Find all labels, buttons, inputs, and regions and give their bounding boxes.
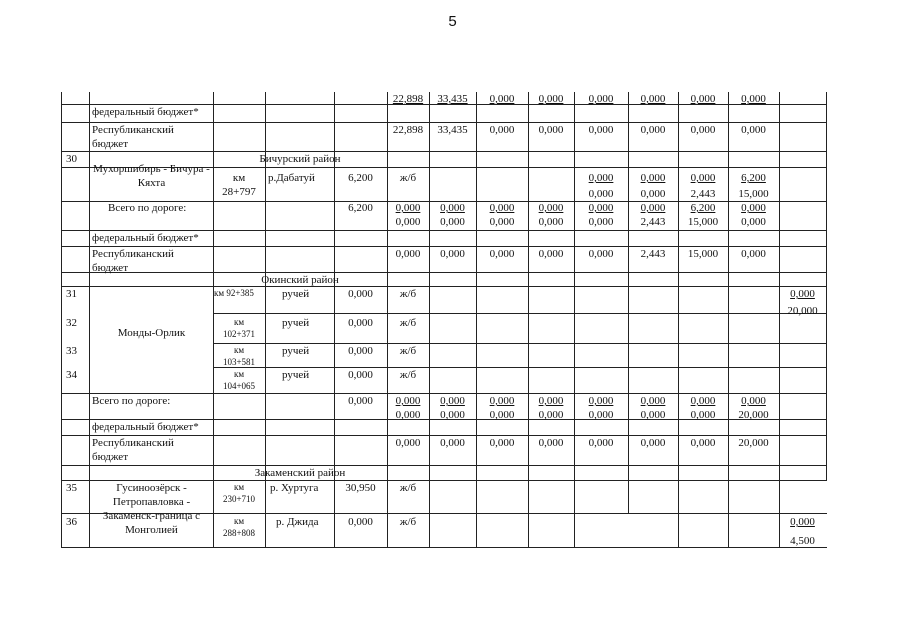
km-cell: км	[232, 172, 246, 184]
value-cell: 2,443	[640, 248, 666, 260]
grid-hline	[61, 151, 827, 152]
row-number: 34	[66, 369, 77, 381]
object-cell: ручей	[282, 288, 310, 300]
total-label: Всего по дороге:	[92, 395, 171, 407]
value-cell: 0,000	[395, 409, 421, 421]
road-name: Петропавловка -	[112, 496, 191, 508]
value-cell: 20,000	[738, 437, 769, 449]
km-cell: 104+065	[222, 381, 256, 391]
value-cell: 15,000	[687, 248, 719, 260]
rep-budget-label: Республиканский	[92, 248, 174, 260]
km-cell: км 92+385	[214, 288, 254, 298]
road-name: Закаменск-граница с	[102, 510, 201, 522]
value-cell: 0,000	[588, 248, 614, 260]
grid-vline	[574, 92, 575, 547]
fed-budget-label: федеральный бюджет*	[92, 421, 199, 433]
value-cell: 22,898	[392, 93, 424, 105]
value-cell: 0,000	[588, 216, 614, 228]
grid-hline	[61, 246, 827, 247]
grid-vline	[61, 92, 62, 547]
row-number: 31	[66, 288, 77, 300]
grid-vline	[826, 92, 827, 480]
value-cell: 2,443	[690, 188, 716, 200]
value-cell: 15,000	[687, 216, 719, 228]
grid-hline	[61, 393, 827, 394]
value-cell: 33,435	[437, 93, 468, 105]
km-cell: 103+581	[222, 357, 256, 367]
value-cell: 0,000	[440, 437, 465, 449]
value-cell: 0,000	[640, 188, 666, 200]
value-cell: 0,000	[440, 202, 465, 214]
value-cell: 0,000	[538, 202, 564, 214]
length-cell: 0,000	[348, 516, 373, 528]
km-cell: км	[233, 516, 245, 526]
grid-vline	[779, 92, 780, 547]
value-cell: 0,000	[489, 248, 515, 260]
value-cell: 6,200	[690, 202, 716, 214]
grid-hline	[61, 272, 827, 273]
road-name: Монды-Орлик	[117, 327, 186, 339]
value-cell: 15,000	[738, 188, 769, 200]
value-cell: 0,000	[395, 248, 421, 260]
grid-hline	[213, 343, 827, 344]
value-cell: 0,000	[640, 93, 666, 105]
km-cell: км	[233, 317, 245, 327]
type-cell: ж/б	[399, 345, 417, 357]
row-number: 32	[66, 317, 77, 329]
fed-budget-label: федеральный бюджет*	[92, 106, 199, 118]
value-cell: 0,000	[538, 395, 564, 407]
value-cell: 0,000	[690, 409, 716, 421]
length-cell: 0,000	[348, 288, 373, 300]
value-cell: 20,000	[787, 305, 818, 317]
rep-budget-label: бюджет	[92, 138, 128, 150]
value-cell: 0,000	[640, 124, 666, 136]
value-cell: 0,000	[538, 124, 564, 136]
value-cell: 0,000	[395, 202, 421, 214]
value-cell: 0,000	[440, 409, 465, 421]
row-number: 33	[66, 345, 77, 357]
value-cell: 0,000	[538, 409, 564, 421]
object-cell: р.Дабатуй	[268, 172, 315, 184]
row-number: 36	[66, 516, 77, 528]
type-cell: ж/б	[399, 369, 417, 381]
value-cell: 0,000	[690, 172, 716, 184]
value-cell: 33,435	[437, 124, 468, 136]
grid-vline	[476, 92, 477, 547]
value-cell: 2,443	[640, 216, 666, 228]
type-cell: ж/б	[399, 482, 417, 494]
length-cell: 0,000	[348, 395, 373, 407]
value-cell: 0,000	[690, 437, 716, 449]
grid-hline	[61, 547, 827, 548]
page-number: 5	[448, 13, 457, 30]
total-label: Всего по дороге:	[108, 202, 187, 214]
km-cell: км	[233, 345, 245, 355]
km-cell: 288+808	[222, 528, 256, 538]
value-cell: 0,000	[741, 395, 766, 407]
grid-vline	[89, 92, 90, 547]
value-cell: 0,000	[489, 124, 515, 136]
value-cell: 0,000	[538, 216, 564, 228]
type-cell: ж/б	[399, 288, 417, 300]
value-cell: 0,000	[538, 437, 564, 449]
value-cell: 0,000	[790, 516, 815, 528]
value-cell: 0,000	[588, 437, 614, 449]
fed-budget-label: федеральный бюджет*	[92, 232, 199, 244]
value-cell: 0,000	[538, 93, 564, 105]
type-cell: ж/б	[399, 516, 417, 528]
km-cell: 102+371	[222, 329, 256, 339]
length-cell: 0,000	[348, 317, 373, 329]
value-cell: 6,200	[741, 172, 766, 184]
type-cell: ж/б	[399, 172, 417, 184]
value-cell: 0,000	[790, 288, 815, 300]
value-cell: 0,000	[395, 395, 421, 407]
road-name: Мухоршибирь - Бичура -	[93, 163, 210, 175]
value-cell: 0,000	[741, 124, 766, 136]
value-cell: 0,000	[440, 248, 465, 260]
value-cell: 0,000	[440, 395, 465, 407]
value-cell: 0,000	[489, 409, 515, 421]
value-cell: 0,000	[640, 437, 666, 449]
object-cell: р. Хуртуга	[270, 482, 319, 494]
value-cell: 0,000	[588, 188, 614, 200]
km-cell: 230+710	[222, 494, 256, 504]
value-cell: 0,000	[741, 202, 766, 214]
value-cell: 0,000	[640, 202, 666, 214]
grid-vline	[678, 92, 679, 547]
district-header: Бичурский район	[259, 153, 341, 165]
value-cell: 0,000	[741, 216, 766, 228]
value-cell: 0,000	[690, 93, 716, 105]
length-cell: 0,000	[348, 369, 373, 381]
value-cell: 0,000	[588, 409, 614, 421]
grid-hline	[61, 286, 827, 287]
rep-budget-label: бюджет	[92, 451, 128, 463]
value-cell: 0,000	[588, 93, 614, 105]
row-number: 35	[66, 482, 77, 494]
km-cell: км	[233, 482, 245, 492]
value-cell: 0,000	[489, 93, 515, 105]
row-number: 30	[66, 153, 77, 165]
grid-vline	[429, 92, 430, 547]
district-header: Закаменский район	[254, 467, 346, 479]
grid-hline	[61, 435, 827, 436]
value-cell: 0,000	[588, 172, 614, 184]
rep-budget-label: Республиканский	[92, 124, 174, 136]
value-cell: 20,000	[738, 409, 769, 421]
grid-hline	[61, 465, 827, 466]
length-cell: 0,000	[348, 345, 373, 357]
grid-hline	[213, 313, 827, 314]
km-cell: км	[233, 369, 245, 379]
value-cell: 0,000	[395, 216, 421, 228]
value-cell: 0,000	[588, 124, 614, 136]
value-cell: 0,000	[538, 248, 564, 260]
value-cell: 0,000	[489, 202, 515, 214]
grid-hline	[61, 480, 827, 481]
object-cell: ручей	[282, 317, 310, 329]
object-cell: ручей	[282, 345, 310, 357]
length-cell: 30,950	[345, 482, 376, 494]
value-cell: 0,000	[640, 172, 666, 184]
value-cell: 0,000	[741, 93, 766, 105]
object-cell: ручей	[282, 369, 310, 381]
value-cell: 0,000	[489, 216, 515, 228]
rep-budget-label: бюджет	[92, 262, 128, 274]
km-cell: 28+797	[222, 186, 256, 198]
value-cell: 0,000	[489, 437, 515, 449]
district-header: Окинский район	[261, 274, 339, 286]
value-cell: 0,000	[395, 437, 421, 449]
value-cell: 0,000	[690, 124, 716, 136]
road-name: Кяхта	[137, 177, 166, 189]
value-cell: 0,000	[588, 202, 614, 214]
value-cell: 0,000	[489, 395, 515, 407]
grid-hline	[213, 367, 827, 368]
value-cell: 0,000	[741, 248, 766, 260]
grid-hline	[61, 122, 827, 123]
value-cell: 0,000	[640, 395, 666, 407]
grid-hline	[61, 230, 827, 231]
value-cell: 0,000	[440, 216, 465, 228]
length-cell: 6,200	[348, 202, 373, 214]
length-cell: 6,200	[348, 172, 373, 184]
value-cell: 22,898	[392, 124, 424, 136]
grid-vline	[528, 92, 529, 547]
object-cell: р. Джида	[276, 516, 319, 528]
rep-budget-label: Республиканский	[92, 437, 174, 449]
value-cell: 0,000	[640, 409, 666, 421]
road-name: Гусиноозёрск -	[116, 482, 187, 494]
grid-vline	[728, 92, 729, 547]
road-name: Монголией	[125, 524, 178, 536]
value-cell: 0,000	[690, 395, 716, 407]
value-cell: 4,500	[790, 535, 815, 547]
type-cell: ж/б	[399, 317, 417, 329]
value-cell: 0,000	[588, 395, 614, 407]
